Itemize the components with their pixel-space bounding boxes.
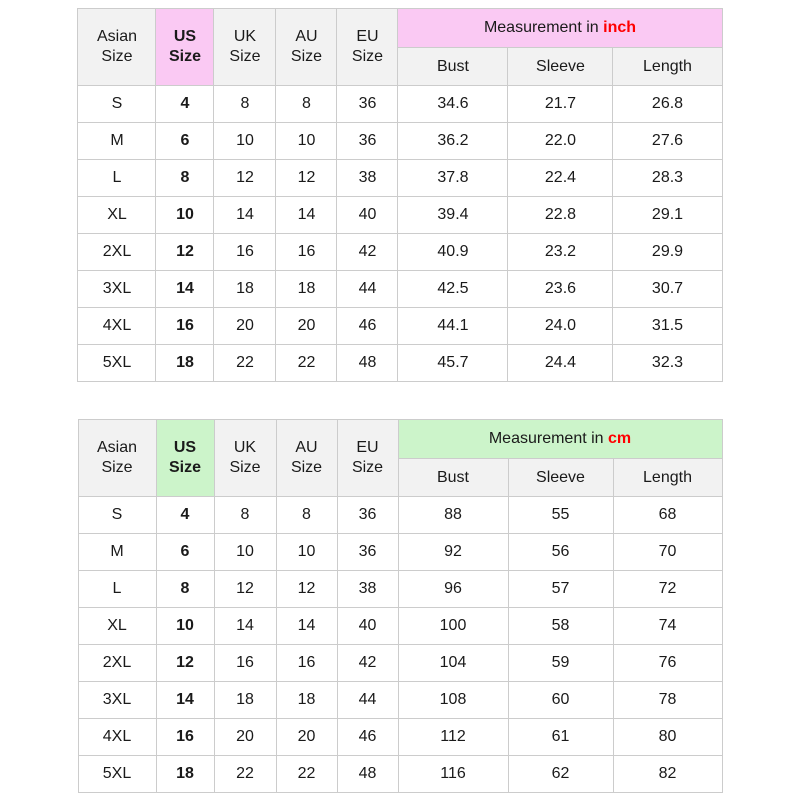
table-row: [78, 86, 722, 123]
value-cell: 20: [276, 308, 337, 345]
value-cell: 46: [337, 308, 398, 345]
size-label-cell: 2XL: [78, 645, 156, 682]
value-cell: 58: [508, 608, 613, 645]
value-cell: 22: [214, 756, 276, 793]
value-cell: 74: [613, 608, 722, 645]
value-cell: 22: [276, 345, 337, 382]
table-row: [78, 271, 722, 308]
value-cell: 10: [276, 123, 337, 160]
value-cell: 38: [337, 160, 398, 197]
value-cell: 14: [156, 271, 214, 308]
value-cell: 68: [613, 497, 722, 534]
value-cell: 96: [398, 571, 508, 608]
value-cell: 70: [613, 534, 722, 571]
size-label-cell: L: [78, 571, 156, 608]
column-header-line: UK: [233, 28, 257, 45]
column-header-line: Asian: [96, 439, 138, 456]
value-cell: 44.1: [398, 308, 508, 345]
value-cell: 8: [276, 86, 337, 123]
column-header-asian-size: [78, 420, 156, 497]
column-header-asian-size: [78, 9, 156, 86]
column-header-length: Length: [613, 48, 722, 86]
value-cell: 104: [398, 645, 508, 682]
value-cell: 4: [156, 497, 214, 534]
column-header-au-size: [276, 420, 337, 497]
size-label-cell: S: [78, 86, 156, 123]
column-header-line: Size: [168, 48, 201, 65]
value-cell: 14: [156, 682, 214, 719]
table-row: [78, 534, 722, 571]
column-header-line: Size: [290, 459, 323, 476]
size-table-inch: [77, 8, 722, 382]
column-header-eu-size: [337, 9, 398, 86]
value-cell: 14: [276, 608, 337, 645]
value-cell: 27.6: [613, 123, 722, 160]
table-row: [78, 308, 722, 345]
value-cell: 8: [156, 571, 214, 608]
column-header-line: Size: [168, 459, 201, 476]
table-row: [78, 645, 722, 682]
value-cell: 12: [156, 645, 214, 682]
column-header-bust: Bust: [398, 459, 508, 497]
value-cell: 29.1: [613, 197, 722, 234]
value-cell: 6: [156, 123, 214, 160]
value-cell: 18: [214, 271, 276, 308]
table-row: [78, 571, 722, 608]
column-header-eu-size: [337, 420, 398, 497]
value-cell: 76: [613, 645, 722, 682]
value-cell: 18: [156, 756, 214, 793]
size-label-cell: 5XL: [78, 756, 156, 793]
value-cell: 38: [337, 571, 398, 608]
value-cell: 12: [214, 160, 276, 197]
value-cell: 40.9: [398, 234, 508, 271]
table-row: [78, 197, 722, 234]
column-header-line: Size: [290, 48, 323, 65]
table-row: [78, 756, 722, 793]
value-cell: 20: [214, 308, 276, 345]
size-label-cell: XL: [78, 197, 156, 234]
value-cell: 8: [276, 497, 337, 534]
table-row: [78, 719, 722, 756]
value-cell: 20: [214, 719, 276, 756]
value-cell: 61: [508, 719, 613, 756]
value-cell: 42.5: [398, 271, 508, 308]
value-cell: 14: [214, 197, 276, 234]
size-label-cell: S: [78, 497, 156, 534]
value-cell: 36: [337, 497, 398, 534]
value-cell: 44: [337, 682, 398, 719]
value-cell: 72: [613, 571, 722, 608]
value-cell: 60: [508, 682, 613, 719]
value-cell: 8: [214, 86, 276, 123]
value-cell: 22: [276, 756, 337, 793]
value-cell: 32.3: [613, 345, 722, 382]
value-cell: 22: [214, 345, 276, 382]
value-cell: 44: [337, 271, 398, 308]
value-cell: 100: [398, 608, 508, 645]
value-cell: 40: [337, 608, 398, 645]
table-row: [78, 497, 722, 534]
value-cell: 12: [214, 571, 276, 608]
value-cell: 18: [156, 345, 214, 382]
column-header-length: Length: [613, 459, 722, 497]
value-cell: 10: [156, 608, 214, 645]
column-header-au-size: [276, 9, 337, 86]
size-label-cell: 4XL: [78, 308, 156, 345]
table-row: [78, 160, 722, 197]
value-cell: 22.8: [508, 197, 613, 234]
measurement-unit-label: cm: [608, 430, 632, 447]
value-cell: 30.7: [613, 271, 722, 308]
value-cell: 80: [613, 719, 722, 756]
value-cell: 36: [337, 86, 398, 123]
size-label-cell: M: [78, 123, 156, 160]
value-cell: 18: [276, 271, 337, 308]
value-cell: 8: [156, 160, 214, 197]
value-cell: 24.0: [508, 308, 613, 345]
column-header-line: US: [173, 439, 197, 456]
column-header-line: US: [173, 28, 197, 45]
value-cell: 12: [276, 160, 337, 197]
value-cell: 18: [276, 682, 337, 719]
value-cell: 16: [276, 234, 337, 271]
column-header-line: Size: [351, 459, 384, 476]
value-cell: 116: [398, 756, 508, 793]
value-cell: 56: [508, 534, 613, 571]
measurement-unit-label: inch: [603, 19, 637, 36]
value-cell: 88: [398, 497, 508, 534]
size-label-cell: 2XL: [78, 234, 156, 271]
value-cell: 22.4: [508, 160, 613, 197]
value-cell: 34.6: [398, 86, 508, 123]
value-cell: 10: [276, 534, 337, 571]
value-cell: 45.7: [398, 345, 508, 382]
table-row: [78, 682, 722, 719]
column-header-line: UK: [233, 439, 257, 456]
size-label-cell: M: [78, 534, 156, 571]
column-header-line: Size: [351, 48, 384, 65]
column-header-line: AU: [295, 439, 318, 456]
size-label-cell: 3XL: [78, 271, 156, 308]
value-cell: 36: [337, 123, 398, 160]
value-cell: 4: [156, 86, 214, 123]
value-cell: 39.4: [398, 197, 508, 234]
value-cell: 46: [337, 719, 398, 756]
value-cell: 21.7: [508, 86, 613, 123]
measurement-banner-prefix: Measurement in: [488, 430, 609, 447]
measurement-banner: [398, 420, 722, 459]
value-cell: 14: [276, 197, 337, 234]
value-cell: 55: [508, 497, 613, 534]
column-header-bust: Bust: [398, 48, 508, 86]
value-cell: 28.3: [613, 160, 722, 197]
value-cell: 20: [276, 719, 337, 756]
table-row: [78, 123, 722, 160]
table-row: [78, 608, 722, 645]
value-cell: 23.6: [508, 271, 613, 308]
value-cell: 37.8: [398, 160, 508, 197]
value-cell: 40: [337, 197, 398, 234]
value-cell: 23.2: [508, 234, 613, 271]
value-cell: 22.0: [508, 123, 613, 160]
measurement-banner-prefix: Measurement in: [483, 19, 604, 36]
column-header-line: EU: [356, 439, 379, 456]
value-cell: 92: [398, 534, 508, 571]
value-cell: 16: [214, 234, 276, 271]
column-header-line: Size: [229, 48, 261, 65]
value-cell: 18: [214, 682, 276, 719]
value-cell: 112: [398, 719, 508, 756]
column-header-sleeve: Sleeve: [508, 459, 613, 497]
value-cell: 48: [337, 345, 398, 382]
table-row: [78, 345, 722, 382]
column-header-uk-size: [214, 420, 276, 497]
size-table-cm: [78, 419, 723, 793]
value-cell: 26.8: [613, 86, 722, 123]
size-label-cell: 4XL: [78, 719, 156, 756]
size-label-cell: XL: [78, 608, 156, 645]
value-cell: 59: [508, 645, 613, 682]
value-cell: 16: [156, 719, 214, 756]
column-header-line: Size: [101, 48, 133, 65]
value-cell: 78: [613, 682, 722, 719]
value-cell: 48: [337, 756, 398, 793]
value-cell: 16: [276, 645, 337, 682]
table-row: [78, 234, 722, 271]
value-cell: 62: [508, 756, 613, 793]
column-header-us-size: [156, 420, 214, 497]
value-cell: 16: [156, 308, 214, 345]
value-cell: 31.5: [613, 308, 722, 345]
value-cell: 6: [156, 534, 214, 571]
value-cell: 12: [276, 571, 337, 608]
value-cell: 8: [214, 497, 276, 534]
column-header-us-size: [156, 9, 214, 86]
column-header-line: Size: [101, 459, 133, 476]
value-cell: 16: [214, 645, 276, 682]
column-header-sleeve: Sleeve: [508, 48, 613, 86]
value-cell: 82: [613, 756, 722, 793]
value-cell: 29.9: [613, 234, 722, 271]
value-cell: 36: [337, 534, 398, 571]
value-cell: 42: [337, 645, 398, 682]
value-cell: 36.2: [398, 123, 508, 160]
value-cell: 57: [508, 571, 613, 608]
value-cell: 42: [337, 234, 398, 271]
value-cell: 108: [398, 682, 508, 719]
value-cell: 10: [214, 534, 276, 571]
value-cell: 14: [214, 608, 276, 645]
column-header-line: Size: [229, 459, 261, 476]
size-label-cell: 3XL: [78, 682, 156, 719]
value-cell: 10: [156, 197, 214, 234]
value-cell: 24.4: [508, 345, 613, 382]
column-header-line: AU: [295, 28, 318, 45]
value-cell: 12: [156, 234, 214, 271]
measurement-banner: [398, 9, 722, 48]
value-cell: 10: [214, 123, 276, 160]
column-header-uk-size: [214, 9, 276, 86]
column-header-line: Asian: [96, 28, 137, 45]
size-label-cell: L: [78, 160, 156, 197]
size-label-cell: 5XL: [78, 345, 156, 382]
column-header-line: EU: [356, 28, 379, 45]
